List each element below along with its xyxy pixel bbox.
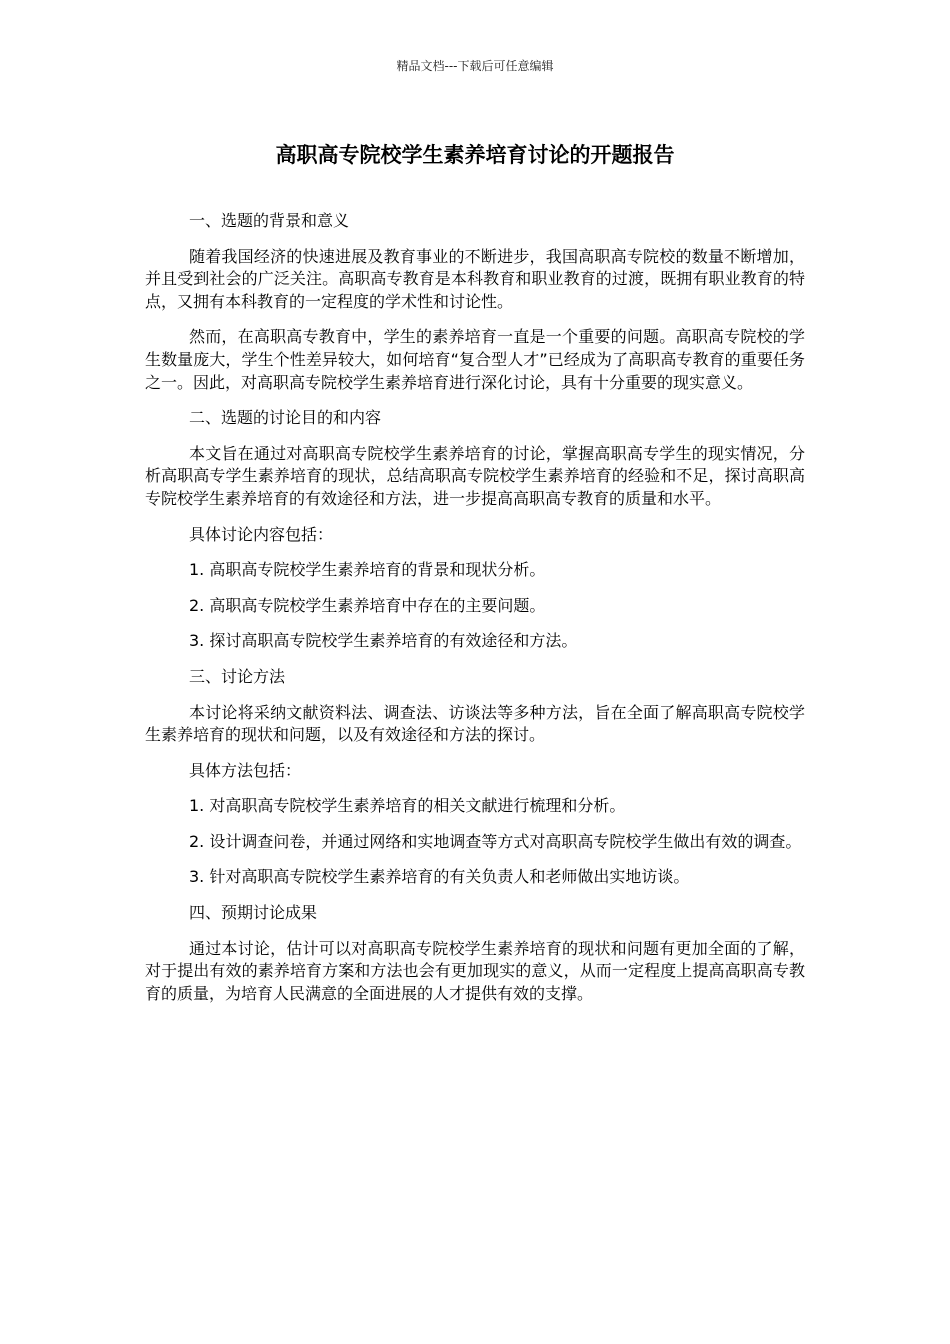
document-body [145, 210, 805, 1018]
list-item-content-3: 3. 探讨高职高专院校学生素养培育的有效途径和方法。 [189, 631, 578, 651]
paragraph-content-intro: 具体讨论内容包括： [189, 524, 334, 544]
document-title: 高职高专院校学生素养培育讨论的开题报告 [275, 143, 675, 167]
list-item-method-1: 1. 对高职高专院校学生素养培育的相关文献进行梳理和分析。 [189, 796, 626, 816]
list-item-content-1: 1. 高职高专院校学生素养培育的背景和现状分析。 [189, 560, 546, 580]
section-heading-purpose: 二、选题的讨论目的和内容 [189, 408, 382, 428]
list-item-method-2: 2. 设计调查问卷，并通过网络和实地调查等方式对高职高专院校学生做出有效的调查。 [189, 831, 802, 851]
list-item-method-3: 3. 针对高职高专院校学生素养培育的有关负责人和老师做出实地访谈。 [189, 867, 690, 887]
section-heading-background: 一、选题的背景和意义 [189, 211, 350, 230]
paragraph-purpose: 本文旨在通过对高职高专院校学生素养培育的讨论，掌握高职高专学生的现实情况，分析高职高专学生素养培育的现状，总结高职高专院校学生素养培育的经验和不足，探讨高职高专院校学生素养培育的有效途径和方法，进一步提高高职高专教育的质量和水平。 [145, 443, 805, 508]
paragraph-method: 本讨论将采纳文献资料法、调查法、访谈法等多种方法，旨在全面了解高职高专院校学生素养培育的现状和问题，以及有效途径和方法的探讨。 [145, 702, 805, 745]
header-note: 精品文档---下载后可任意编辑 [396, 59, 554, 73]
section-heading-method: 三、讨论方法 [189, 666, 286, 686]
paragraph-background-1: 随着我国经济的快速进展及教育事业的不断进步，我国高职高专院校的数量不断增加，并且受到社会的广泛关注。高职高专教育是本科教育和职业教育的过渡，既拥有职业教育的特点，又拥有本科教育的一定程度的学术性和讨论性。 [145, 246, 805, 311]
paragraph-background-2: 然而，在高职高专教育中，学生的素养培育一直是一个重要的问题。高职高专院校的学生数量庞大，学生个性差异较大，如何培育“复合型人才”已经成为了高职高专教育的重要任务之一。因此，对高职高专院校学生素养培育进行深化讨论，具有十分重要的现实意义。 [145, 327, 805, 392]
section-heading-outcome: 四、预期讨论成果 [189, 903, 318, 923]
paragraph-method-intro: 具体方法包括： [189, 760, 302, 780]
paragraph-outcome: 通过本讨论，估计可以对高职高专院校学生素养培育的现状和问题有更加全面的了解，对于提出有效的素养培育方案和方法也会有更加现实的意义，从而一定程度上提高高职高专教育的质量，为培育人民满意的全面进展的人才提供有效的支撑。 [145, 938, 805, 1003]
list-item-content-2: 2. 高职高专院校学生素养培育中存在的主要问题。 [189, 595, 546, 615]
